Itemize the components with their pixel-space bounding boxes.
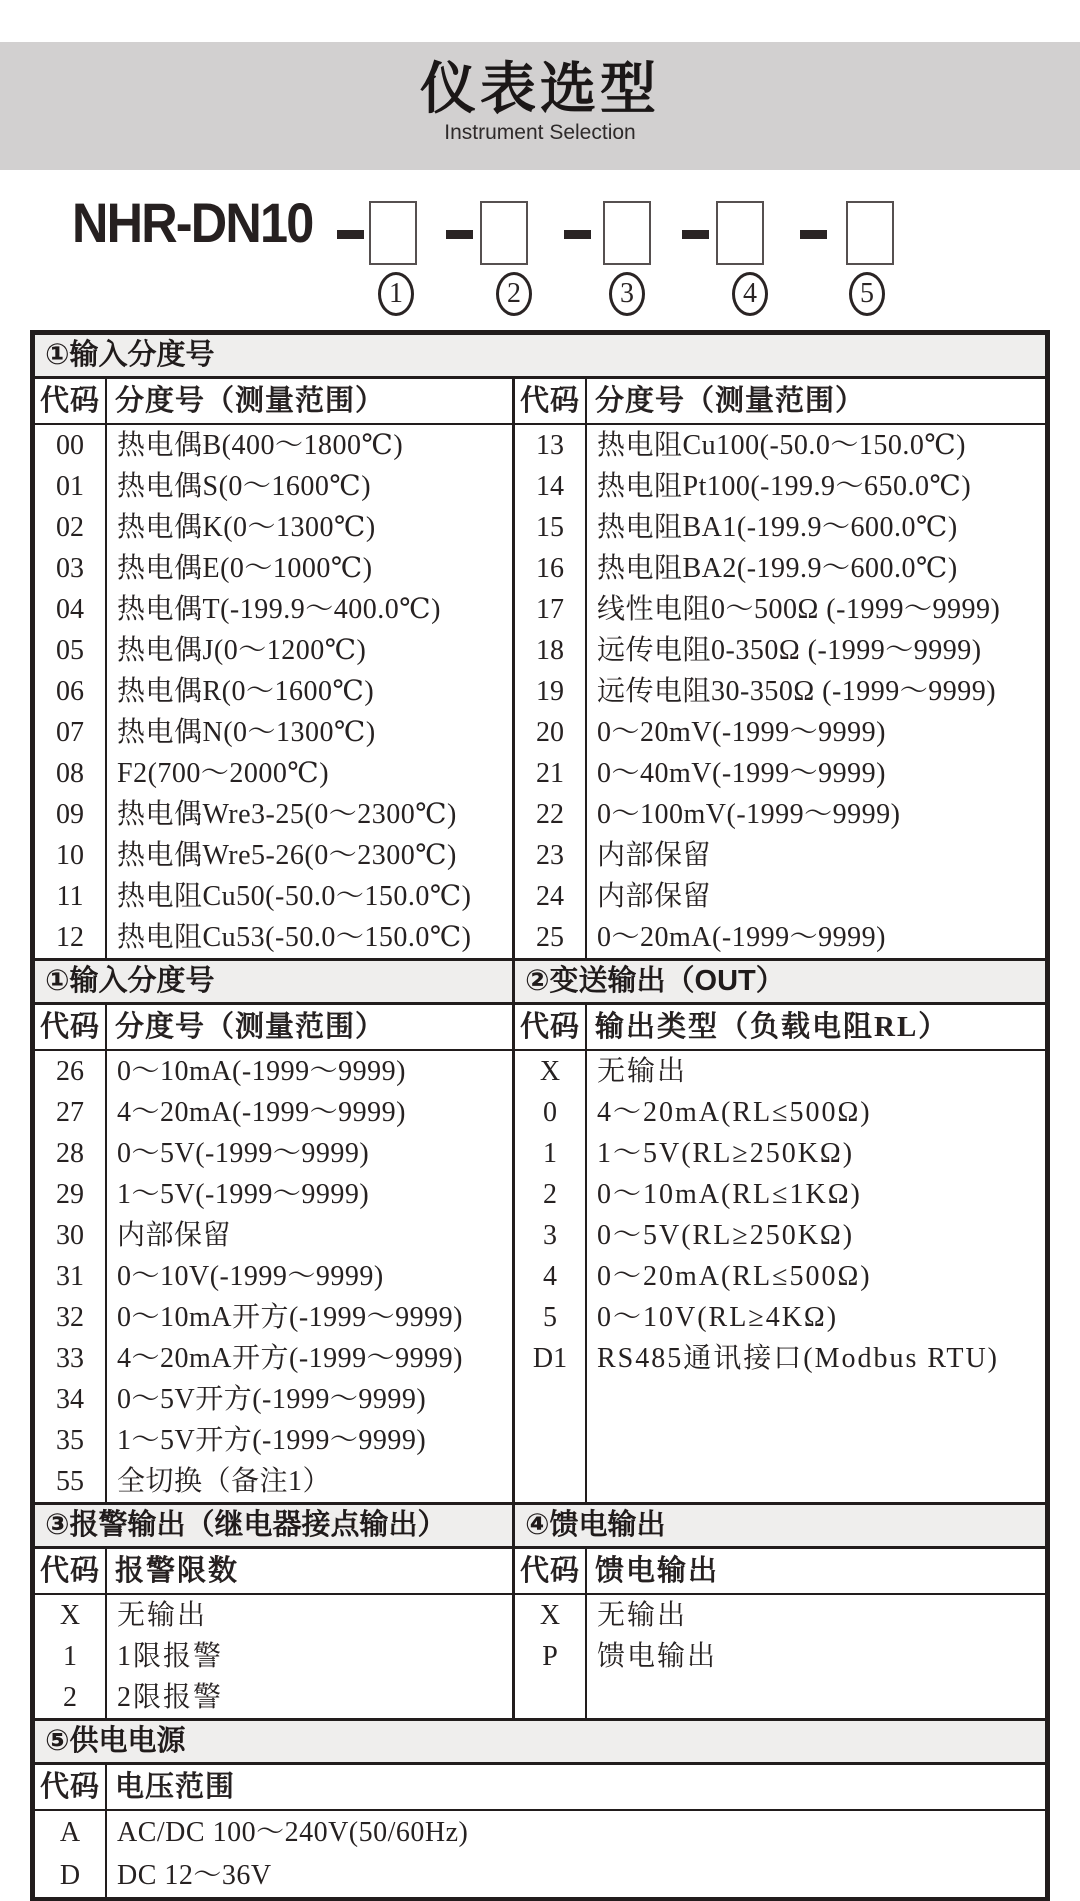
row-code: 24: [515, 876, 587, 917]
model-code-box-5: [846, 201, 894, 265]
row-desc: 热电偶K(0～1300℃): [117, 512, 376, 543]
table-row: [35, 1215, 512, 1256]
table-row: [35, 1379, 512, 1420]
table-row: [515, 1092, 1045, 1133]
row-code: 07: [35, 712, 107, 753]
row-desc: 内部保留: [597, 840, 712, 871]
row-code: D: [35, 1854, 107, 1897]
table-row: [515, 548, 1045, 589]
row-code: 01: [35, 466, 107, 507]
table-row: [515, 1256, 1045, 1297]
desc-column-header: 输出类型（负载电阻RL）: [595, 1011, 950, 1043]
row-desc: 0～40mV(-1999～9999): [597, 758, 886, 789]
model-prefix: NHR-DN10: [72, 191, 313, 254]
table-row: [35, 712, 512, 753]
row-desc: 无输出: [597, 1056, 688, 1087]
table-row: [35, 548, 512, 589]
row-code: 11: [35, 876, 107, 917]
row-desc: 0～100mV(-1999～9999): [597, 799, 901, 830]
section-title: ⑤供电电源: [45, 1725, 186, 1757]
section-title: ①输入分度号: [35, 961, 515, 1002]
code-column-header: 代码: [35, 1005, 107, 1049]
row-desc: 4～20mA(RL≤500Ω): [597, 1097, 872, 1128]
row-code: 17: [515, 589, 587, 630]
dash-separator: [682, 230, 709, 239]
table-row: [35, 876, 512, 917]
row-desc: DC 12～36V: [117, 1860, 272, 1891]
row-desc: 0～10mA(RL≤1KΩ): [597, 1179, 862, 1210]
row-desc: 无输出: [117, 1600, 208, 1631]
page-title: 仪表选型: [420, 57, 660, 120]
row-desc: 1～5V开方(-1999～9999): [117, 1425, 427, 1456]
row-desc: RS485通讯接口(Modbus RTU): [597, 1343, 1000, 1374]
dash-separator: [337, 230, 364, 239]
table-row: [35, 1854, 1045, 1897]
table-row: [515, 671, 1045, 712]
row-code: 15: [515, 507, 587, 548]
table-row: [515, 1051, 1045, 1092]
code-column-header: 代码: [515, 1549, 587, 1593]
row-code: 12: [35, 917, 107, 958]
row-code: 29: [35, 1174, 107, 1215]
row-desc: 热电阻Cu50(-50.0～150.0℃): [117, 881, 472, 912]
row-code: 5: [515, 1297, 587, 1338]
row-code: 00: [35, 425, 107, 466]
section5-table: [35, 1765, 1045, 1897]
row-desc: 内部保留: [597, 881, 712, 912]
table-row: [35, 1133, 512, 1174]
column-header-row: [35, 379, 512, 425]
table-row: [35, 794, 512, 835]
section1-left-table: [35, 379, 515, 958]
table-row: [515, 589, 1045, 630]
section3-right-table: [515, 1549, 1045, 1718]
row-desc: 热电偶T(-199.9～400.0℃): [117, 594, 441, 625]
row-code: X: [515, 1051, 587, 1092]
row-desc: 0～10mA(-1999～9999): [117, 1056, 406, 1087]
desc-column-header: 报警限数: [115, 1555, 240, 1587]
section2-right-table: [515, 1005, 1045, 1502]
model-code-line: [0, 170, 1080, 330]
column-header-row: [35, 1549, 512, 1595]
row-code: 20: [515, 712, 587, 753]
section-band: [35, 335, 1045, 379]
row-code: 32: [35, 1297, 107, 1338]
table-row: [515, 466, 1045, 507]
model-code-box-4: [716, 201, 764, 265]
row-desc: 馈电输出: [597, 1641, 718, 1672]
row-desc: 0～5V(RL≥250KΩ): [597, 1220, 855, 1251]
table-row: [515, 1133, 1045, 1174]
table-row: [35, 753, 512, 794]
row-code: 2: [35, 1677, 107, 1718]
row-code: 05: [35, 630, 107, 671]
table-row: [515, 835, 1045, 876]
section-input-range-2-and-output: [35, 958, 1045, 1502]
row-code: A: [35, 1811, 107, 1854]
table-row: [515, 753, 1045, 794]
table-row: [515, 876, 1045, 917]
column-header-row: [515, 379, 1045, 425]
row-desc: 热电偶Wre3-25(0～2300℃): [117, 799, 457, 830]
section3-left-table: [35, 1549, 515, 1718]
row-code: 21: [515, 753, 587, 794]
row-code: D1: [515, 1338, 587, 1379]
row-code: 16: [515, 548, 587, 589]
table-row: [515, 1595, 1045, 1636]
model-code-box-3: [603, 201, 651, 265]
row-desc: 热电阻BA2(-199.9～600.0℃): [597, 553, 958, 584]
row-desc: 热电偶N(0～1300℃): [117, 717, 376, 748]
table-row: [35, 1636, 512, 1677]
table-row: [35, 1338, 512, 1379]
section-title: ③报警输出（继电器接点输出）: [35, 1505, 515, 1546]
table-row: [35, 1595, 512, 1636]
row-desc: 0～5V(-1999～9999): [117, 1138, 370, 1169]
position-marker-2-icon: 2: [496, 272, 532, 316]
row-desc: 线性电阻0～500Ω (-1999～9999): [597, 594, 1001, 625]
row-desc: 热电阻BA1(-199.9～600.0℃): [597, 512, 958, 543]
row-desc: 热电偶Wre5-26(0～2300℃): [117, 840, 457, 871]
row-desc: 热电偶B(400～1800℃): [117, 430, 404, 461]
row-desc: 全切换（备注1）: [117, 1466, 332, 1497]
row-code: 08: [35, 753, 107, 794]
row-code: 04: [35, 589, 107, 630]
table-row: [515, 507, 1045, 548]
row-desc: 0～5V开方(-1999～9999): [117, 1384, 427, 1415]
table-row: [515, 712, 1045, 753]
row-code: 03: [35, 548, 107, 589]
row-desc: 1～5V(-1999～9999): [117, 1179, 370, 1210]
section-power-supply: [35, 1718, 1045, 1897]
row-desc: 0～20mA(-1999～9999): [597, 922, 886, 953]
dash-separator: [446, 230, 473, 239]
row-code: 27: [35, 1092, 107, 1133]
row-desc: 热电偶S(0～1600℃): [117, 471, 372, 502]
code-column-header: 代码: [515, 1005, 587, 1049]
row-code: 33: [35, 1338, 107, 1379]
table-row: [515, 630, 1045, 671]
table-row: [515, 1215, 1045, 1256]
row-desc: F2(700～2000℃): [117, 758, 330, 789]
row-desc: 热电偶J(0～1200℃): [117, 635, 367, 666]
desc-column-header: 分度号（测量范围）: [115, 1011, 386, 1043]
code-column-header: 代码: [35, 1549, 107, 1593]
table-row: [515, 917, 1045, 958]
table-row: [35, 507, 512, 548]
table-row: [35, 589, 512, 630]
model-code-box-2: [480, 201, 528, 265]
table-row: [515, 1338, 1045, 1379]
table-row: [35, 1256, 512, 1297]
table-row: [35, 1461, 512, 1502]
row-code: 25: [515, 917, 587, 958]
row-code: 06: [35, 671, 107, 712]
section-band: [35, 1505, 1045, 1549]
code-column-header: 代码: [35, 379, 107, 423]
desc-column-header: 分度号（测量范围）: [115, 385, 386, 417]
dash-separator: [564, 230, 591, 239]
row-code: 13: [515, 425, 587, 466]
table-row: [35, 1174, 512, 1215]
section-title: ②变送输出（OUT）: [525, 965, 785, 997]
row-desc: 0～10mA开方(-1999～9999): [117, 1302, 463, 1333]
row-code: 09: [35, 794, 107, 835]
desc-column-header: 电压范围: [115, 1771, 236, 1803]
row-code: 02: [35, 507, 107, 548]
section-title: ④馈电输出: [525, 1509, 666, 1541]
section2-left-table: [35, 1005, 515, 1502]
table-row: [35, 630, 512, 671]
position-marker-3-icon: 3: [609, 272, 645, 316]
code-column-header: 代码: [35, 1765, 107, 1809]
page-subtitle: Instrument Selection: [444, 120, 636, 144]
column-header-row: [35, 1765, 1045, 1811]
section-input-range-1: [35, 335, 1045, 958]
row-desc: 热电阻Cu100(-50.0～150.0℃): [597, 430, 966, 461]
row-desc: 远传电阻0-350Ω (-1999～9999): [597, 635, 982, 666]
table-row: [35, 425, 512, 466]
section-band: [35, 1721, 1045, 1765]
row-desc: 1～5V(RL≥250KΩ): [597, 1138, 855, 1169]
row-desc: 热电阻Cu53(-50.0～150.0℃): [117, 922, 472, 953]
code-column-header: 代码: [515, 379, 587, 423]
position-marker-1-icon: 1: [378, 272, 414, 316]
section-title: ①输入分度号: [45, 339, 215, 371]
row-desc: 热电阻Pt100(-199.9～650.0℃): [597, 471, 972, 502]
row-desc: 1限报警: [117, 1641, 224, 1672]
row-desc: 0～10V(RL≥4KΩ): [597, 1302, 839, 1333]
section-band: [35, 961, 1045, 1005]
row-code: 26: [35, 1051, 107, 1092]
table-row: [35, 466, 512, 507]
row-code: 28: [35, 1133, 107, 1174]
table-row: [515, 794, 1045, 835]
row-desc: 无输出: [597, 1600, 688, 1631]
row-code: 55: [35, 1461, 107, 1502]
row-code: 19: [515, 671, 587, 712]
row-code: X: [515, 1595, 587, 1636]
row-code: X: [35, 1595, 107, 1636]
row-desc: AC/DC 100～240V(50/60Hz): [117, 1817, 469, 1848]
row-code: 4: [515, 1256, 587, 1297]
selection-table: [30, 330, 1050, 1901]
row-code: 0: [515, 1092, 587, 1133]
column-header-row: [515, 1549, 1045, 1595]
row-code: P: [515, 1636, 587, 1677]
table-row: [515, 1174, 1045, 1215]
row-desc: 0～20mA(RL≤500Ω): [597, 1261, 872, 1292]
model-code-box-1: [369, 201, 417, 265]
row-desc: 热电偶E(0～1000℃): [117, 553, 373, 584]
table-row: [515, 1636, 1045, 1677]
position-marker-5-icon: 5: [849, 272, 885, 316]
table-row: [515, 425, 1045, 466]
row-code: 1: [35, 1636, 107, 1677]
column-header-row: [35, 1005, 512, 1051]
row-code: 1: [515, 1133, 587, 1174]
row-desc: 4～20mA开方(-1999～9999): [117, 1343, 463, 1374]
row-code: 2: [515, 1174, 587, 1215]
table-row: [35, 1420, 512, 1461]
row-code: 34: [35, 1379, 107, 1420]
row-code: 10: [35, 835, 107, 876]
table-row: [35, 1297, 512, 1338]
row-desc: 远传电阻30-350Ω (-1999～9999): [597, 676, 997, 707]
table-row: [35, 1051, 512, 1092]
row-desc: 4～20mA(-1999～9999): [117, 1097, 406, 1128]
row-code: 31: [35, 1256, 107, 1297]
table-row: [35, 1811, 1045, 1854]
desc-column-header: 分度号（测量范围）: [595, 385, 866, 417]
section-alarm-and-feed-output: [35, 1502, 1045, 1718]
table-row: [35, 917, 512, 958]
table-row: [35, 1677, 512, 1718]
row-code: 30: [35, 1215, 107, 1256]
row-code: 18: [515, 630, 587, 671]
row-desc: 内部保留: [117, 1220, 232, 1251]
row-desc: 0～20mV(-1999～9999): [597, 717, 886, 748]
desc-column-header: 馈电输出: [595, 1555, 720, 1587]
row-desc: 0～10V(-1999～9999): [117, 1261, 384, 1292]
column-header-row: [515, 1005, 1045, 1051]
page-header-band: [0, 42, 1080, 170]
row-code: 35: [35, 1420, 107, 1461]
position-marker-4-icon: 4: [732, 272, 768, 316]
row-desc: 2限报警: [117, 1682, 224, 1713]
section1-right-table: [515, 379, 1045, 958]
row-desc: 热电偶R(0～1600℃): [117, 676, 375, 707]
row-code: 23: [515, 835, 587, 876]
table-row: [35, 835, 512, 876]
table-row: [515, 1297, 1045, 1338]
table-row: [35, 1092, 512, 1133]
row-code: 22: [515, 794, 587, 835]
row-code: 3: [515, 1215, 587, 1256]
row-code: 14: [515, 466, 587, 507]
table-row: [35, 671, 512, 712]
dash-separator: [800, 230, 827, 239]
